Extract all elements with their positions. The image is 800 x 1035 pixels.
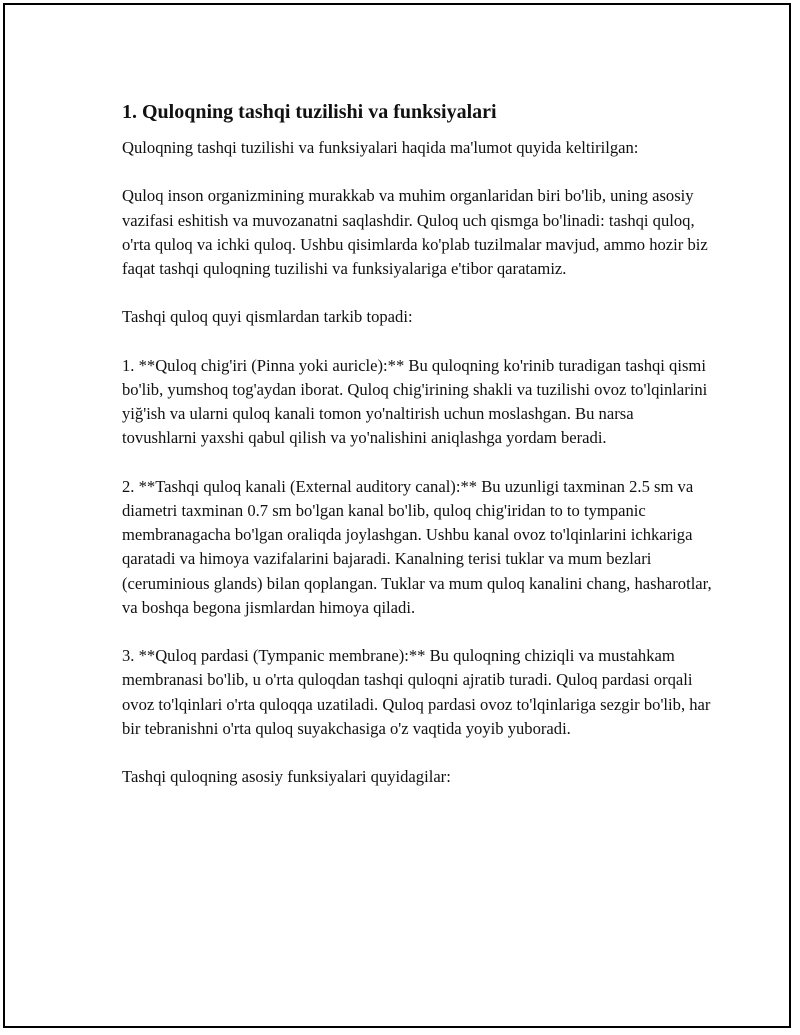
- parts-intro-paragraph: Tashqi quloq quyi qismlardan tarkib topadi:: [122, 307, 413, 327]
- document-body: [122, 98, 712, 814]
- overview-paragraph: Quloq inson organizmining murakkab va muhim organlaridan biri bo'lib, uning asosiy vazifasi eshitish va muvozanatni saqlashdir. Quloq uch qismga bo'linadi: tashqi quloq, o'rta quloq va ichki quloq. Ushbu qisimlarda ko'plab tuzilmalar mavjud, ammo hozir biz faqat tashqi quloqning tuzilishi va funksiyalariga e'tibor qaratamiz.: [122, 186, 708, 278]
- document-title: 1. Quloqning tashqi tuzilishi va funksiyalari: [122, 101, 497, 123]
- ear-canal-paragraph: 2. **Tashqi quloq kanali (External auditory canal):** Bu uzunligi taxminan 2.5 sm va diametri taxminan 0.7 sm bo'lgan kanal bo'lib, quloq chig'iridan to to tympanic membranagacha bo'lgan oraliqda joylashgan. Ushbu kanal ovoz to'lqinlarini ichkariga qaratadi va himoya vazifalarini bajaradi. Kanalning terisi tuklar va mum bezlari (ceruminious glands) bilan qoplangan. Tuklar va mum quloq kanalini chang, hasharotlar, va boshqa begona jismlardan himoya qiladi.: [122, 476, 712, 617]
- page-frame: [3, 3, 791, 1028]
- eardrum-paragraph: 3. **Quloq pardasi (Tympanic membrane):** Bu quloqning chiziqli va mustahkam membranasi bo'lib, u o'rta quloqdan tashqi quloqni ajratib turadi. Quloq pardasi orqali ovoz to'lqinlari o'rta quloqqa uzatiladi. Quloq pardasi ovoz to'lqinlariga sezgir bo'lib, har bir tebranishni o'rta quloq suyakchasiga o'z vaqtida yoyib yuboradi.: [122, 646, 711, 738]
- pinna-paragraph: 1. **Quloq chig'iri (Pinna yoki auricle):** Bu quloqning ko'rinib turadigan tashqi qismi bo'lib, yumshoq tog'aydan iborat. Quloq chig'irining shakli va tuzilishi ovoz to'lqinlarini yiğ'ish va ularni quloq kanali tomon yo'naltirish uchun moslashgan. Bu narsa tovushlarni yaxshi qabul qilish va yo'nalishini aniqlashga yordam beradi.: [122, 355, 708, 448]
- functions-intro-paragraph: Tashqi quloqning asosiy funksiyalari quyidagilar:: [122, 767, 451, 787]
- intro-paragraph: Quloqning tashqi tuzilishi va funksiyalari haqida ma'lumot quyida keltirilgan:: [122, 138, 639, 157]
